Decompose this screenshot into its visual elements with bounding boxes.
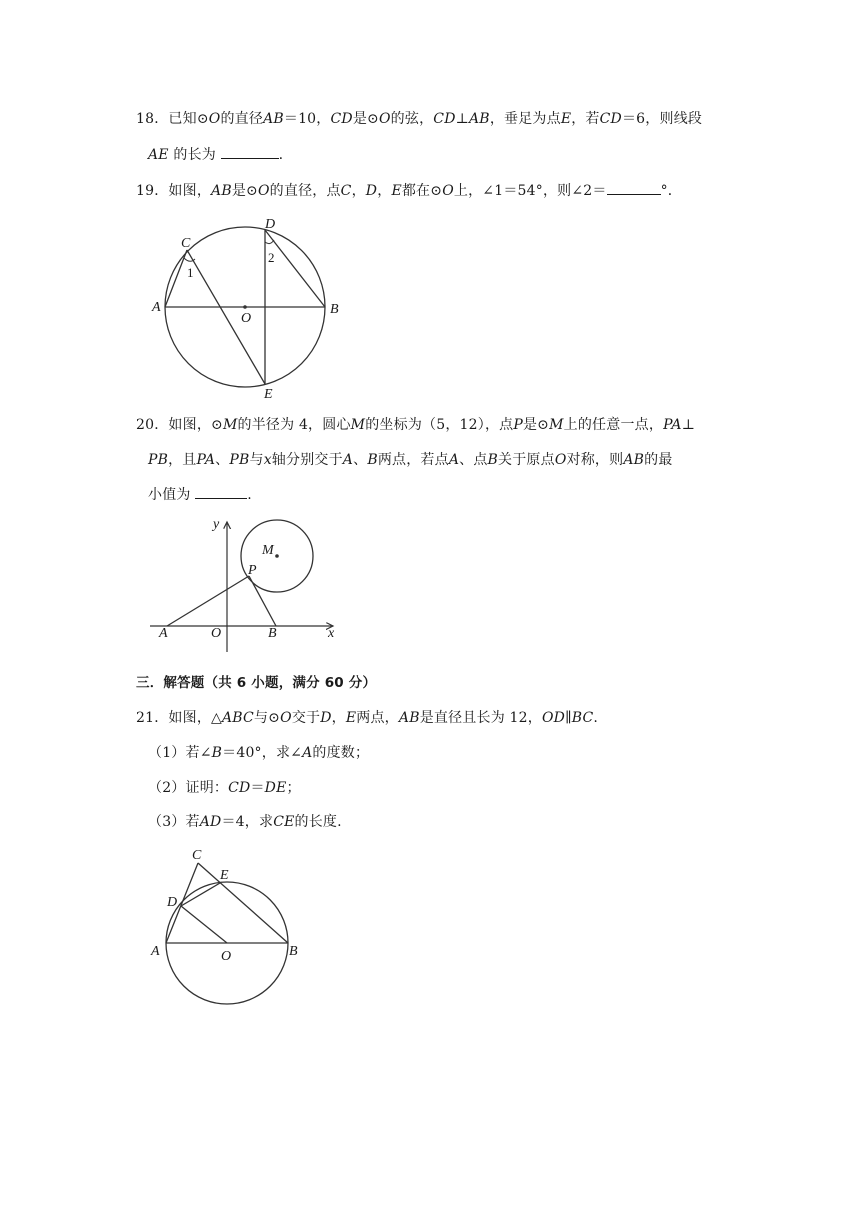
q19-line-1: 19．如图，AB是⊙O的直径，点C，D，E都在⊙O上，∠1＝54°，则∠2＝ °． — [136, 180, 682, 201]
segment-de — [181, 883, 220, 906]
q21-part-3: （3）若AD＝4，求CE的长度. — [148, 814, 342, 830]
center-m-dot — [275, 554, 279, 558]
q21-line-1: 21．如图，△ABC与⊙O交于D，E两点，AB是直径且长为 12，OD∥BC. — [136, 710, 599, 726]
label-e: E — [220, 868, 229, 883]
q20-figure — [145, 512, 345, 662]
q20-line-1: 20．如图，⊙M的半径为 4，圆心M的坐标为（5，12），点P是⊙M上的任意一点，PA⊥ — [136, 417, 696, 433]
label-angle-2: 2 — [268, 250, 275, 265]
label-a: A — [152, 300, 161, 315]
answer-blank[interactable] — [195, 484, 247, 499]
segment-pb — [249, 576, 276, 626]
q21-figure — [145, 840, 315, 1020]
center-dot — [243, 305, 247, 309]
q18-line-1: 18．已知⊙O的直径AB＝10，CD是⊙O的弦，CD⊥AB，垂足为点E，若CD＝6，则线段 — [136, 111, 703, 127]
label-o: O — [221, 949, 232, 964]
label-m: M — [262, 543, 274, 558]
q21-part-2: （2）证明：CD＝DE； — [148, 780, 301, 796]
label-b: B — [289, 944, 298, 959]
label-b: B — [330, 302, 339, 317]
label-x: x — [328, 626, 335, 641]
label-a: A — [151, 944, 160, 959]
q20-line-3: 小值为 . — [148, 484, 252, 505]
chord-ce — [187, 250, 265, 384]
label-a: A — [159, 626, 168, 641]
q18-line-2: AE 的长为 . — [148, 144, 283, 165]
segment-od — [181, 906, 227, 943]
q20-line-2: PB，且PA、PB与x轴分别交于A、B两点，若点A、点B关于原点O对称，则AB的最 — [148, 452, 673, 468]
chord-db — [265, 230, 325, 307]
label-angle-1: 1 — [187, 265, 194, 280]
label-o: O — [211, 626, 222, 641]
label-c: C — [181, 236, 191, 251]
segment-pa — [167, 576, 249, 626]
answer-blank[interactable] — [607, 180, 661, 195]
q21-part-1: （1）若∠B＝40°，求∠A的度数； — [148, 745, 370, 761]
label-b: B — [268, 626, 277, 641]
q19-figure — [150, 212, 350, 402]
label-c: C — [192, 848, 202, 863]
label-p: P — [248, 563, 257, 578]
label-d: D — [265, 217, 276, 232]
label-y: y — [213, 517, 220, 532]
label-d: D — [167, 895, 178, 910]
section-3-title: 三．解答题（共 6 小题，满分 60 分） — [136, 675, 377, 691]
label-o: O — [241, 311, 252, 326]
answer-blank[interactable] — [221, 144, 279, 159]
label-e: E — [264, 387, 273, 402]
chord-ac — [165, 250, 187, 307]
